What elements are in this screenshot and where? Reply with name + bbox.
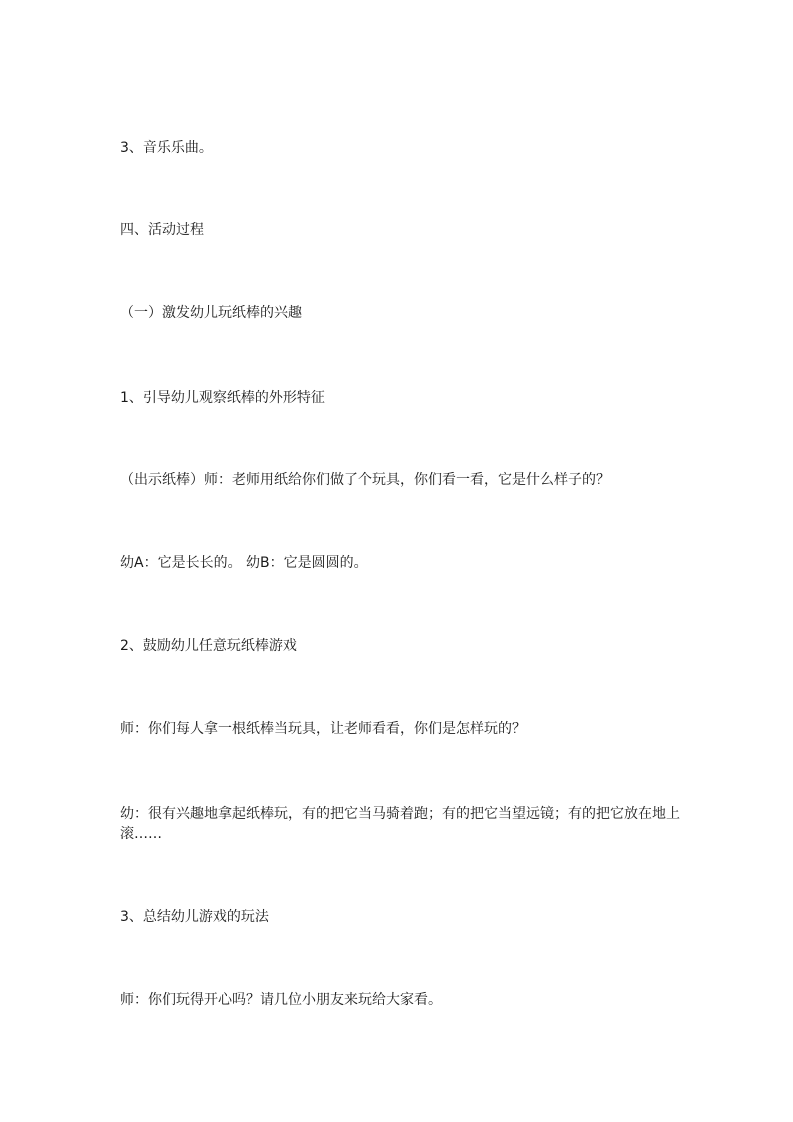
teacher-line-2: 师：你们每人拿一根纸棒当玩具，让老师看看，你们是怎样玩的？ <box>120 721 526 737</box>
step-heading-2: 2、鼓励幼儿任意玩纸棒游戏 <box>120 638 297 654</box>
section-heading-activity: 四、活动过程 <box>120 222 204 238</box>
step-heading-3: 3、总结幼儿游戏的玩法 <box>120 909 269 925</box>
step-heading-1: 1、引导幼儿观察纸棒的外形特征 <box>120 390 325 406</box>
children-response-1: 幼A：它是长长的。 幼B：它是圆圆的。 <box>120 555 368 571</box>
teacher-line-3: 师：你们玩得开心吗？请几位小朋友来玩给大家看。 <box>120 992 442 1008</box>
subsection-heading-1: （一）激发幼儿玩纸棒的兴趣 <box>120 305 302 321</box>
teacher-line-1: （出示纸棒）师：老师用纸给你们做了个玩具，你们看一看，它是什么样子的？ <box>120 472 610 488</box>
children-response-2: 幼：很有兴趣地拿起纸棒玩，有的把它当马骑着跑；有的把它当望远镜；有的把它放在地上滚…… <box>120 806 680 842</box>
materials-item-3: 3、音乐乐曲。 <box>120 140 213 156</box>
